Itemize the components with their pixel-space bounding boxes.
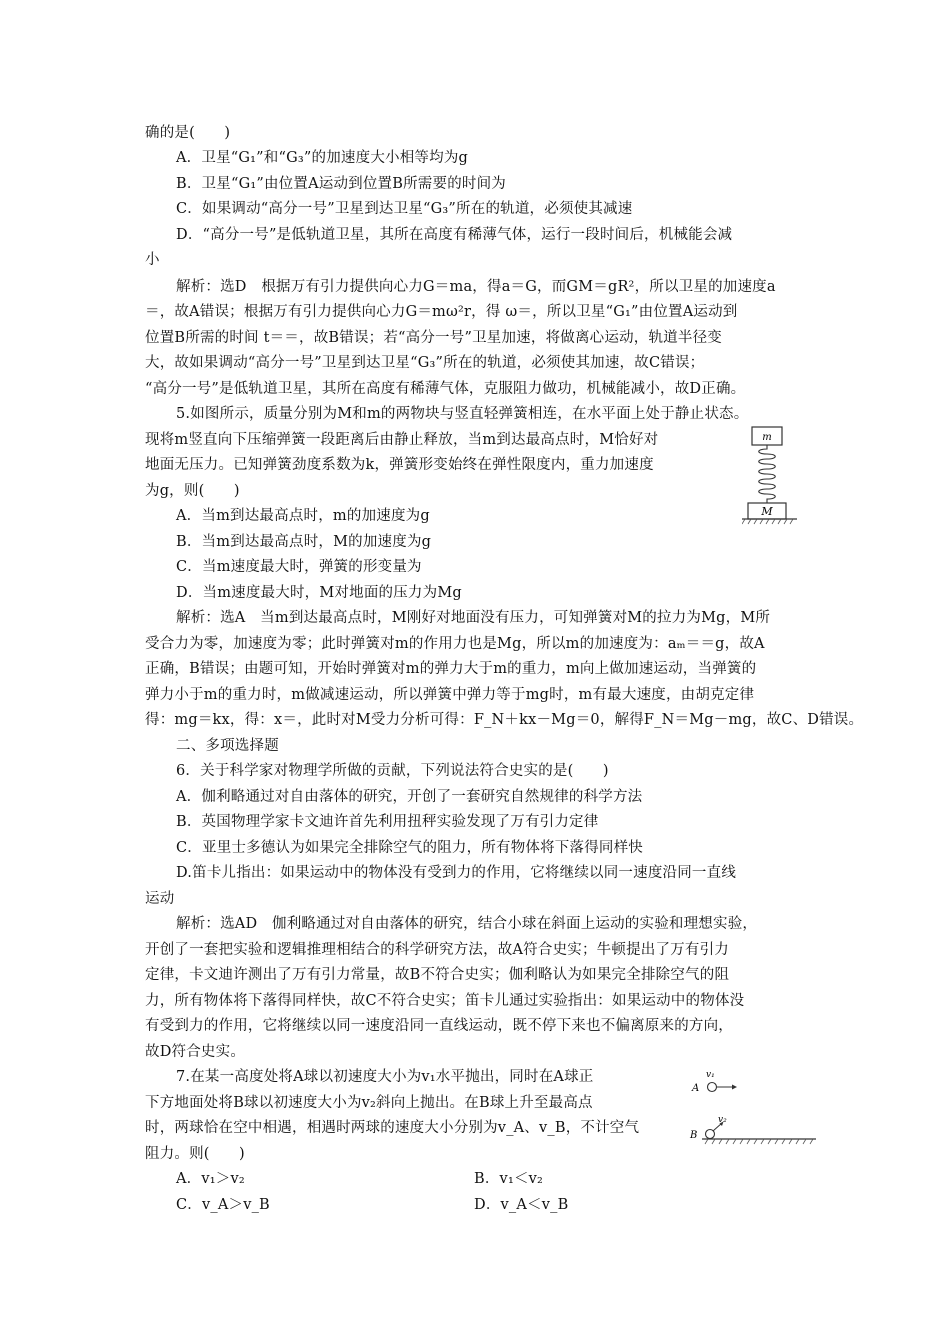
q5-stem-line: 地面无压力。已知弹簧劲度系数为k，弹簧形变始终在弹性限度内，重力加速度 [145,457,654,473]
q5-option-d: D．当m速度最大时，M对地面的压力为Mg [176,585,462,601]
v1-arrowhead [732,1085,737,1090]
q6-analysis-line: 力，所有物体将下落得同样快，故C不符合史实；笛卡儿通过实验指出：如果运动中的物体没 [145,993,745,1009]
q6-analysis-line: 解析：选AD 伽利略通过对自由落体的研究，结合小球在斜面上运动的实验和理想实验， [176,916,758,932]
q5-option-b: B．当m到达最高点时，M的加速度为g [176,534,432,550]
q4-analysis-line: 大，故如果调动“高分一号”卫星到达卫星“G₃”所在的轨道，必须使其加速，故C错误； [145,355,705,371]
q4-option-d-cont: 小 [145,252,160,268]
q6-option-a: A．伽利略通过对自由落体的研究，开创了一套研究自然规律的科学方法 [176,789,643,805]
q5-analysis-line: 得：mg＝kx，得：x＝，此时对M受力分析可得：F_N＋kx－Mg＝0，解得F_N＝Mg－mg，故C、D错误。 [145,712,864,728]
q7-option-a: A．v₁＞v₂ [176,1171,245,1187]
q6-analysis-line: 开创了一套把实验和逻辑推理相结合的科学研究方法，故A符合史实；牛顿提出了万有引力 [145,942,729,958]
v1-label: v₁ [706,1070,715,1080]
q7-stem-line: 时，两球恰在空中相遇，相遇时两球的速度大小分别为v_A、v_B，不计空气 [145,1120,640,1136]
q5-option-c: C．当m速度最大时，弹簧的形变量为 [176,559,422,575]
section-title: 二、多项选择题 [176,738,279,754]
q5-option-a: A．当m到达最高点时，m的加速度为g [176,508,430,524]
q5-analysis-line: 正确，B错误；由题可知，开始时弹簧对m的弹力大于m的重力，m向上做加速运动，当弹簧的 [145,661,757,677]
q4-option-c: C．如果调动“高分一号”卫星到达卫星“G₃”所在的轨道，必须使其减速 [176,201,633,217]
q5-analysis-line: 受合力为零，加速度为零；此时弹簧对m的作用力也是Mg，所以m的加速度为：aₘ＝＝g，故A [145,636,765,652]
spring-figure [742,422,802,526]
q6-analysis-line: 定律，卡文迪许测出了万有引力常量，故B不符合史实；伽利略认为如果完全排除空气的阻 [145,967,730,983]
q4-analysis-line: 位置B所需的时间 t＝＝，故B错误；若“高分一号”卫星加速，将做离心运动，轨道半径变 [145,330,722,346]
spring-coil [759,445,776,503]
q6-option-b: B．英国物理学家卡文迪许首先利用扭秤实验发现了万有引力定律 [176,814,599,830]
q7-option-d: D．v_A＜v_B [474,1197,569,1213]
q4-option-a: A．卫星“G₁”和“G₃”的加速度大小相等均为g [176,150,468,166]
ground-hatch [705,1139,813,1144]
q4-option-b: B．卫星“G₁”由位置A运动到位置B所需要的时间为 [176,176,507,192]
q4-analysis-line: 解析：选D 根据万有引力提供向心力G＝ma，得a＝G，而GM＝gR²，所以卫星的加速度a [176,279,776,295]
ball-a [708,1083,717,1092]
q6-analysis-line: 有受到力的作用，它将继续以同一速度沿同一直线运动，既不停下来也不偏离原来的方向， [145,1018,733,1034]
q5-stem-line: 5.如图所示，质量分别为M和m的两物块与竖直轻弹簧相连，在水平面上处于静止状态。 [176,406,749,422]
q6-option-d-cont: 运动 [145,891,175,907]
block-m-label: m [762,432,772,443]
ball-a-label: A [692,1083,700,1094]
projectile-diagram [688,1062,820,1148]
q7-option-b: B．v₁＜v₂ [474,1171,544,1187]
block-big-m-label: M [761,505,773,518]
projectile-figure [688,1062,820,1148]
q4-analysis-line: “高分一号”是低轨道卫星，其所在高度有稀薄气体，克服阻力做功，机械能减小，故D正确。 [145,381,746,397]
q6-stem: 6．关于科学家对物理学所做的贡献，下列说法符合史实的是( ) [176,763,609,779]
q6-analysis-line: 故D符合史实。 [145,1044,246,1060]
q5-stem-line: 现将m竖直向下压缩弹簧一段距离后由静止释放，当m到达最高点时，M恰好对 [145,432,659,448]
q5-stem-line: 为g，则( ) [145,483,240,499]
q7-option-c: C．v_A＞v_B [176,1197,270,1213]
q4-stem-tail: 确的是( ) [145,125,231,141]
q6-option-d: D.笛卡儿指出：如果运动中的物体没有受到力的作用，它将继续以同一速度沿同一直线 [176,865,737,881]
v2-label: v₂ [718,1115,727,1125]
q7-stem-line: 7.在某一高度处将A球以初速度大小为v₁水平抛出，同时在A球正 [176,1069,594,1085]
ball-b-label: B [690,1130,698,1141]
ground-hatch [742,519,793,524]
q7-stem-line: 阻力。则( ) [145,1146,245,1162]
q4-option-d: D．“高分一号”是低轨道卫星，其所在高度有稀薄气体，运行一段时间后，机械能会减 [176,227,733,243]
q5-analysis-line: 弹力小于m的重力时，m做减速运动，所以弹簧中弹力等于mg时，m有最大速度，由胡克定律 [145,687,755,703]
q6-option-c: C．亚里士多德认为如果完全排除空气的阻力，所有物体将下落得同样快 [176,840,643,856]
q4-analysis-line: ＝，故A错误；根据万有引力提供向心力G＝mω²r，得 ω＝，所以卫星“G₁”由位置A运动到 [145,304,738,320]
q5-analysis-line: 解析：选A 当m到达最高点时，M刚好对地面没有压力，可知弹簧对M的拉力为Mg，M所 [176,610,771,626]
spring-diagram [742,422,802,526]
q7-stem-line: 下方地面处将B球以初速度大小为v₂斜向上抛出。在B球上升至最高点 [145,1095,593,1111]
